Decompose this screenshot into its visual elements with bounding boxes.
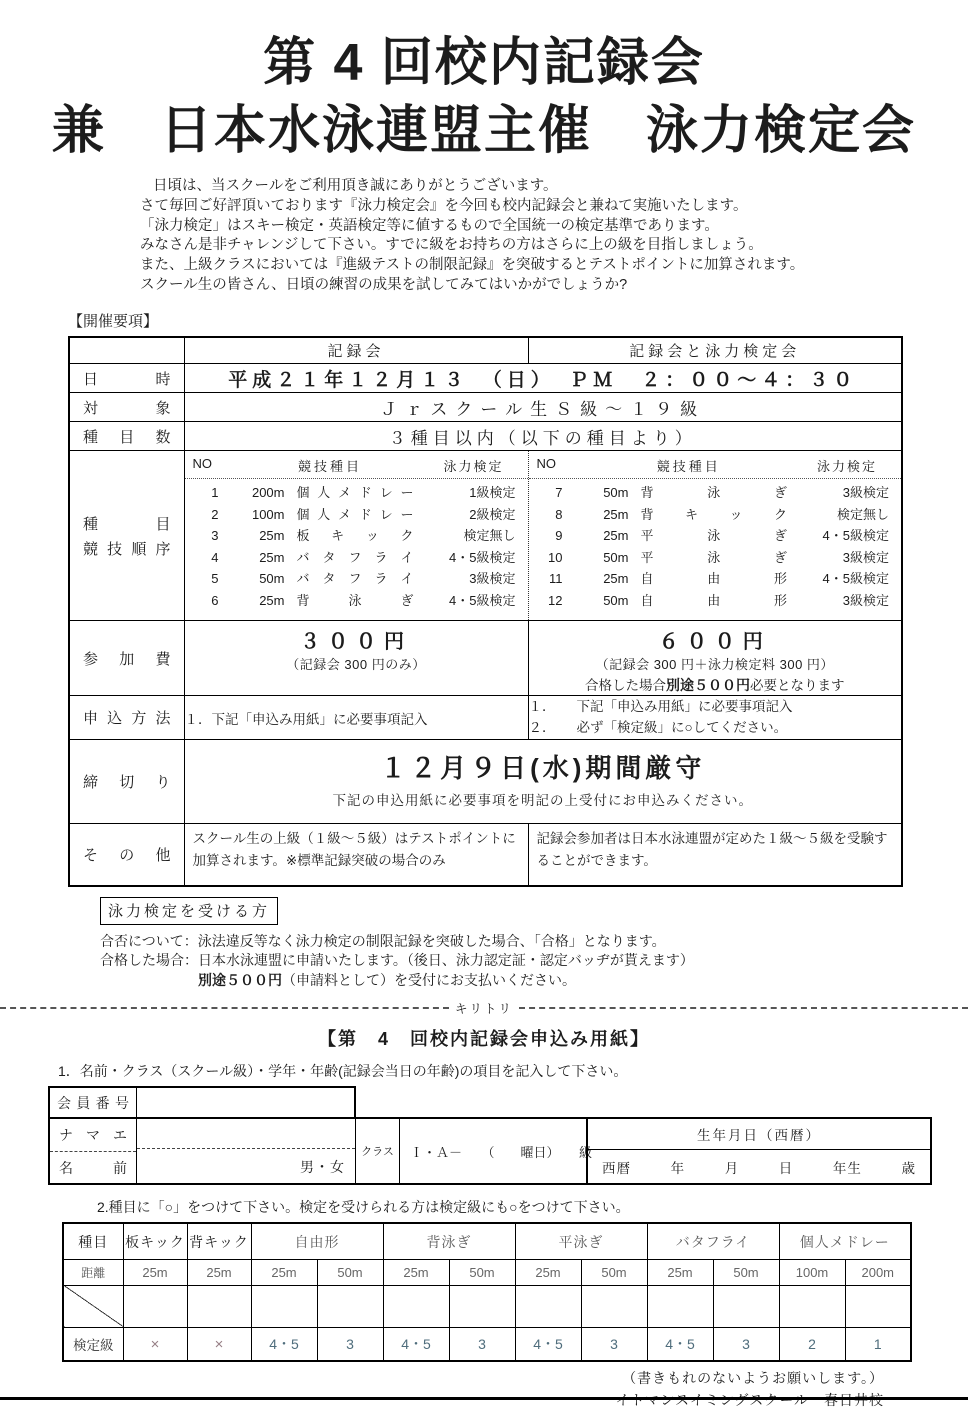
footer: [0, 1368, 884, 1411]
row-label-fee: 参 加 費: [69, 621, 184, 696]
outline-col-header-kentei: 記録会と泳力検定会: [528, 337, 902, 364]
cert-pass-fail-line: 合否について：泳法違反等なく泳力検定の制限記録を突破した場合、「合格」となります。: [100, 932, 666, 949]
cut-line-dash-left: [0, 1007, 449, 1009]
entry-grade-cell[interactable]: 3: [713, 1327, 779, 1361]
member-form: [48, 1086, 932, 1185]
entry-table: [62, 1222, 912, 1362]
event-row: [537, 525, 894, 547]
certification-notes: [100, 932, 968, 991]
entry-mark-cell[interactable]: [251, 1285, 317, 1327]
entry-distance-cell: 25m: [647, 1259, 713, 1285]
event-distance: 25m: [603, 528, 629, 543]
event-distance: 25m: [259, 592, 285, 608]
deadline-cell: [184, 740, 902, 824]
fee-note-left: （記録会 300 円のみ）: [286, 657, 426, 672]
certification-box-label: 泳力検定を受ける方: [100, 897, 278, 925]
event-cert-grade: 4・5級検定: [822, 571, 889, 586]
entry-grade-cell[interactable]: ×: [187, 1327, 251, 1361]
event-distance: 100m: [251, 506, 285, 522]
intro-line: みなさん是非チャレンジして下さい。すでに級をお持ちの方はさらに上の級を目指しましょう。: [140, 237, 763, 254]
event-row: [193, 482, 520, 504]
birthdate-field-label: 年生: [832, 1160, 862, 1176]
event-number: 8: [555, 506, 563, 522]
outline-corner-cell: [69, 337, 184, 364]
entry-mark-cell[interactable]: [449, 1285, 515, 1327]
entry-distance-cell: 100m: [779, 1259, 845, 1285]
event-cert-grade: 3級検定: [842, 592, 889, 608]
fee-amount-300: ３００円: [300, 631, 412, 653]
entry-mark-cell[interactable]: [383, 1285, 449, 1327]
entry-event-header: 個人メドレー: [779, 1223, 911, 1259]
event-number: 10: [548, 549, 563, 565]
event-cert-grade: 1級検定: [469, 485, 516, 500]
event-col-cert: 泳力検定: [816, 459, 877, 474]
name-class-birth-row: [48, 1117, 932, 1185]
event-stroke: 背 キ ッ ク: [640, 506, 787, 522]
intro-line: また、上級クラスにおいては『進級テストの制限記録』を突破するとテストポイントに加算されます。: [140, 257, 805, 274]
entry-event-header: 平泳ぎ: [515, 1223, 647, 1259]
entry-grade-cell[interactable]: 3: [317, 1327, 383, 1361]
event-row: [537, 568, 894, 590]
birthdate-field-label: 年: [670, 1160, 686, 1176]
entry-mark-cell[interactable]: [317, 1285, 383, 1327]
footer-note: （書きもれのないようお願いします。）: [622, 1370, 884, 1387]
row-label-apply: 申 込 方 法: [69, 696, 184, 740]
target-value: Ｊｒスクール生Ｓ級～１９級: [184, 393, 902, 422]
event-number: 12: [548, 592, 563, 608]
cut-line: [0, 999, 968, 1017]
event-row: [537, 504, 894, 526]
entry-grade-cell[interactable]: 2: [779, 1327, 845, 1361]
intro-line: 「泳力検定」はスキー検定・英語検定等に値するもので全国統一の検定基準であります。: [140, 217, 719, 234]
intro-paragraph: [140, 177, 968, 295]
entry-grade-cell[interactable]: 3: [581, 1327, 647, 1361]
apply-left-cell: １．下記「申込み用紙」に必要事項記入: [184, 696, 528, 740]
entry-mark-cell[interactable]: [515, 1285, 581, 1327]
outline-col-header-kirokukai: 記録会: [184, 337, 528, 364]
entry-event-row-label: 種目: [63, 1223, 123, 1259]
entry-event-header: 背キック: [187, 1223, 251, 1259]
event-stroke: 自 由 形: [640, 571, 787, 586]
event-cert-grade: 4・5級検定: [449, 592, 516, 608]
entry-distance-cell: 50m: [713, 1259, 779, 1285]
event-number: 5: [211, 571, 219, 586]
intro-line: さて毎回ご好評頂いております『泳力検定会』を今回も校内記録会と兼ねて実施いたします。: [140, 197, 748, 214]
event-row: [193, 568, 520, 590]
entry-distance-cell: 25m: [187, 1259, 251, 1285]
event-number: 7: [555, 485, 563, 500]
event-list-right: [528, 451, 902, 621]
event-list-header: [529, 451, 902, 479]
event-distance: 50m: [603, 592, 629, 608]
entry-distance-cell: 25m: [515, 1259, 581, 1285]
school-name: [0, 1390, 884, 1412]
fee-kirokukai-cell: [184, 621, 528, 696]
entry-mark-cell[interactable]: [779, 1285, 845, 1327]
class-label: クラス: [356, 1119, 400, 1183]
event-col-name: 競技種目: [297, 459, 362, 474]
row-label-event-order: 種 目 競 技 順 序: [69, 451, 184, 621]
cut-line-label: キリトリ: [455, 1002, 514, 1017]
class-input[interactable]: Ｉ・Ａ－ （ 曜日） 級: [410, 1144, 593, 1160]
event-distance: 50m: [603, 549, 629, 565]
event-distance: 50m: [259, 571, 285, 586]
birthdate-field-label: 歳: [901, 1160, 916, 1176]
deadline-date: １２月９日(水)期間厳守: [380, 753, 706, 783]
row-label-event-count: 種 目 数: [69, 422, 184, 451]
entry-distance-cell: 25m: [251, 1259, 317, 1285]
row-label-other: そ の 他: [69, 824, 184, 886]
name-label-cell: [50, 1119, 137, 1183]
birthdate-field-label: 日: [778, 1160, 794, 1176]
event-number: 11: [549, 571, 563, 586]
entry-mark-cell[interactable]: [713, 1285, 779, 1327]
outline-section-heading: 【開催要項】: [68, 312, 159, 330]
event-list-header: [185, 451, 528, 479]
name-value-cell: [137, 1119, 356, 1183]
entry-diagonal-cell: [63, 1285, 123, 1327]
event-distance: 50m: [603, 485, 629, 500]
row-label-datetime: 日 時: [69, 364, 184, 393]
event-number: 6: [211, 592, 219, 608]
intro-line: 日頃は、当スクールをご利用頂き誠にありがとうございます。: [153, 178, 558, 195]
entry-event-header: 板キック: [123, 1223, 187, 1259]
fee-note-pass: 合格した場合別途５００円必要となります: [585, 677, 845, 693]
event-stroke: 個 人 メ ド レ ー: [296, 506, 414, 522]
birthdate-header: 生年月日（西暦）: [588, 1119, 930, 1150]
event-cert-grade: 2級検定: [469, 506, 516, 522]
event-stroke: 平 泳 ぎ: [640, 549, 787, 565]
entry-distance-row-label: 距離: [63, 1259, 123, 1285]
birthdate-cell: [586, 1119, 930, 1183]
event-number: 4: [211, 549, 219, 565]
entry-grade-cell[interactable]: 4・5: [515, 1327, 581, 1361]
deadline-note: 下記の申込用紙に必要事項を明記の上受付にお申込みください。: [332, 793, 753, 808]
event-cert-grade: 3級検定: [842, 549, 889, 565]
entry-mark-cell[interactable]: [187, 1285, 251, 1327]
page-title: [0, 30, 968, 165]
birthdate-field-label: 西暦: [602, 1160, 631, 1176]
apply-step-2: ２． 必ず「検定級」に○してください。: [528, 719, 788, 735]
form-instruction-1: 1．名前・クラス（スクール級）・学年・年齢(記録会当日の年齢)の項目を記入して下さい。: [58, 1063, 628, 1080]
event-stroke: 自 由 形: [640, 592, 787, 608]
title-line2: 兼 日本水泳連盟主催 泳力検定会: [51, 101, 916, 160]
event-row: [193, 590, 520, 612]
birthdate-field-label: 月: [724, 1160, 740, 1176]
event-row: [537, 482, 894, 504]
entry-event-header: バタフライ: [647, 1223, 779, 1259]
birthdate-inputs[interactable]: [588, 1150, 930, 1183]
outline-table: [68, 336, 903, 887]
event-distance: 25m: [603, 571, 629, 586]
event-cert-grade: 4・5級検定: [822, 528, 889, 543]
event-row: [193, 504, 520, 526]
entry-mark-cell[interactable]: [845, 1285, 911, 1327]
event-cert-grade: 3級検定: [842, 485, 889, 500]
entry-distance-cell: 50m: [317, 1259, 383, 1285]
event-distance: 25m: [603, 506, 629, 522]
apply-step-1: １． 下記「申込み用紙」に必要事項記入: [528, 698, 793, 714]
cert-passed-line: 合格した場合：日本水泳連盟に申請いたします。（後日、泳力認定証・認定バッヂが貰えます）: [100, 952, 694, 969]
entry-distance-cell: 25m: [123, 1259, 187, 1285]
fee-amount-600: ６００円: [658, 631, 771, 653]
entry-distance-cell: 25m: [383, 1259, 449, 1285]
entry-grade-cell[interactable]: 4・5: [383, 1327, 449, 1361]
entry-grade-cell[interactable]: 1: [845, 1327, 911, 1361]
event-stroke: バ タ フ ラ イ: [296, 549, 414, 565]
cut-line-dash-right: [519, 1007, 968, 1009]
event-distance: 25m: [259, 528, 285, 543]
name-label: 名 前: [59, 1159, 127, 1176]
fee-kentei-cell: [528, 621, 902, 696]
name-input[interactable]: [137, 1149, 355, 1184]
entry-grade-row-label: 検定級: [63, 1327, 123, 1361]
entry-mark-cell[interactable]: [647, 1285, 713, 1327]
entry-distance-cell: 50m: [581, 1259, 647, 1285]
event-count-value: ３種目以内（以下の種目より）: [184, 422, 902, 451]
event-row: [193, 525, 520, 547]
event-row: [537, 590, 894, 612]
datetime-value: 平成２１年１２月１３ （日） ＰＭ ２：００～４：３０: [184, 364, 902, 393]
member-number-row: [48, 1086, 356, 1119]
event-distance: 200m: [251, 485, 285, 500]
event-number: 9: [555, 528, 563, 543]
event-col-no: NO: [536, 456, 556, 471]
row-label-target: 対 象: [69, 393, 184, 422]
apply-right-cell: [528, 696, 902, 740]
fee-note-right: （記録会 300 円＋泳力検定料 300 円）: [595, 657, 834, 672]
event-cert-grade: 検定無し: [463, 528, 516, 543]
event-cert-grade: 検定無し: [836, 506, 889, 522]
other-right-cell: 記録会参加者は日本水泳連盟が定めた１級～５級を受験することができます。: [528, 824, 902, 886]
member-number-input[interactable]: [137, 1088, 354, 1117]
entry-event-header: 自由形: [251, 1223, 383, 1259]
event-col-cert: 泳力検定: [443, 459, 504, 474]
entry-distance-cell: 200m: [845, 1259, 911, 1285]
entry-distance-cell: 50m: [449, 1259, 515, 1285]
event-stroke: バ タ フ ラ イ: [296, 571, 414, 586]
event-stroke: 背 泳 ぎ: [640, 485, 787, 500]
entry-mark-cell[interactable]: [123, 1285, 187, 1327]
event-row: [193, 547, 520, 569]
event-col-no: NO: [192, 456, 212, 471]
application-form-heading: 【第 4 回校内記録会申込み用紙】: [317, 1029, 650, 1050]
entry-grade-cell[interactable]: 4・5: [647, 1327, 713, 1361]
event-list-left: [184, 451, 528, 621]
form-instruction-2: 2.種目に「○」をつけて下さい。検定を受けられる方は検定級にも○をつけて下さい。: [97, 1199, 630, 1216]
event-stroke: 個 人 メ ド レ ー: [296, 485, 414, 500]
certification-section: [100, 897, 968, 991]
event-cert-grade: 3級検定: [469, 571, 516, 586]
entry-grade-cell[interactable]: ×: [123, 1327, 187, 1361]
entry-event-header: 背泳ぎ: [383, 1223, 515, 1259]
event-number: 2: [211, 506, 219, 522]
event-number: 3: [211, 528, 219, 543]
cert-fee-line: 別途５００円（申請料として）を受付にお支払いください。: [198, 971, 576, 988]
title-line1: 第 4 回校内記録会: [263, 34, 705, 92]
event-stroke: 板 キ ッ ク: [296, 528, 414, 543]
member-number-label: 会 員 番 号: [50, 1088, 137, 1117]
event-distance: 25m: [259, 549, 285, 565]
kana-label: ナ マ エ: [50, 1119, 136, 1152]
entry-grade-cell[interactable]: 3: [449, 1327, 515, 1361]
row-label-deadline: 締 切 り: [69, 740, 184, 824]
event-cert-grade: 4・5級検定: [449, 549, 516, 565]
bottom-rule: [0, 1397, 968, 1400]
gender-choice[interactable]: 男・女: [300, 1159, 345, 1176]
event-stroke: 平 泳 ぎ: [640, 528, 787, 543]
other-left-cell: スクール生の上級（１級～５級）はテストポイントに加算されます。※標準記録突破の場合のみ: [184, 824, 528, 886]
intro-line: スクール生の皆さん、日頃の練習の成果を試してみてはいかがでしょうか?: [140, 276, 628, 293]
entry-mark-cell[interactable]: [581, 1285, 647, 1327]
entry-grade-cell[interactable]: 4・5: [251, 1327, 317, 1361]
event-row: [537, 547, 894, 569]
event-col-name: 競技種目: [656, 459, 721, 474]
event-number: 1: [211, 485, 219, 500]
kana-input[interactable]: [137, 1119, 355, 1149]
event-stroke: 背 泳 ぎ: [296, 592, 414, 608]
